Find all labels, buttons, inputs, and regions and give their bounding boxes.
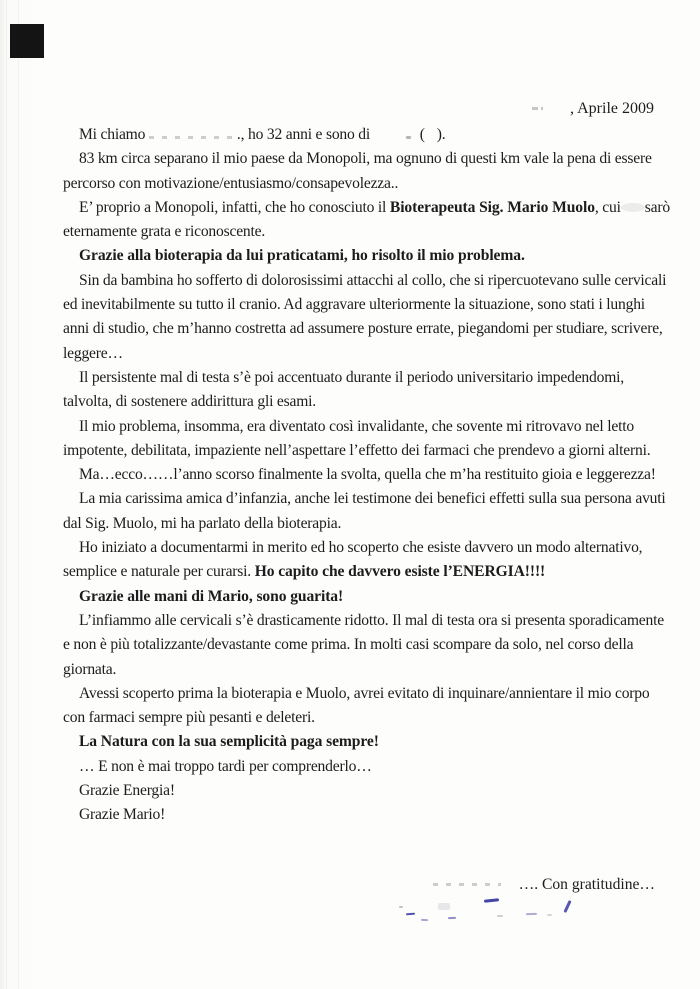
text-run: L’infiammo alle cervicali s’è drasticamente ridotto. Il mal di testa ora si presenta sporadicamente — [79, 611, 664, 629]
closing-line — [417, 858, 655, 912]
bold-text: Grazie alla bioterapia da lui praticatami, ho risolto il mio problema. — [79, 247, 525, 265]
signature-stroke — [448, 917, 456, 919]
letter-line — [0, 730, 700, 754]
text-run: semplice e naturale per curarsi. — [63, 563, 255, 581]
letter-line — [0, 658, 700, 682]
letter-line — [0, 512, 700, 536]
signature-stroke — [497, 915, 503, 917]
text-run: Mi chiamo — [79, 126, 149, 143]
date-text: , Aprile 2009 — [570, 100, 654, 117]
text-run: Ma…ecco……l’anno scorso finalmente la svolta, quella che m’ha restituito gioia e leggerezza! — [79, 466, 656, 484]
letter-line — [0, 585, 700, 609]
text-run: Il mio problema, insomma, era diventato così invalidante, che sovente mi ritrovavo nel letto — [79, 417, 634, 435]
redacted-text-gap — [374, 136, 420, 139]
letter-line — [0, 196, 700, 220]
text-run: sarò — [644, 198, 670, 216]
signature-stroke — [406, 913, 415, 916]
bold-text: Ho capito che davvero esiste l’ENERGIA!!!! — [254, 563, 546, 581]
letter-line — [0, 803, 700, 827]
text-run: ( — [419, 126, 425, 143]
letter-body — [0, 123, 700, 828]
letter-line — [0, 439, 700, 463]
letter-line — [0, 123, 700, 147]
letter-line — [0, 147, 700, 171]
redacted-text-gap — [621, 203, 645, 212]
redacted-name-mark — [433, 883, 501, 886]
letter-line — [0, 609, 700, 633]
text-run: 83 km circa separano il mio paese da Monopoli, ma ognuno di questi km vale la pena di essere — [79, 150, 652, 168]
letter-line — [0, 390, 700, 414]
letter-line — [0, 560, 700, 584]
text-run: La mia carissima amica d’infanzia, anche lei testimone dei benefici effetti sulla sua persona avuti — [79, 490, 666, 508]
text-run: ., ho 32 anni e sono di — [236, 126, 374, 143]
text-run: leggere… — [63, 344, 123, 362]
letter-line — [0, 706, 700, 730]
letter-line — [0, 415, 700, 439]
letter-line — [0, 342, 700, 366]
bold-text: La Natura con la sua semplicità paga sempre! — [79, 733, 379, 751]
letter-line — [0, 244, 700, 268]
letter-line — [0, 682, 700, 706]
letter-line — [0, 269, 700, 293]
text-run: anni di studio, che m’hanno costretta ad assumere posture errate, piegandomi per studiare, scrivere, — [63, 320, 663, 338]
letter-line — [0, 536, 700, 560]
letter-line — [0, 220, 700, 244]
text-run: Sin da bambina ho sofferto di dolorosissimi attacchi al collo, che si ripercuotevano sulle cervicali — [79, 271, 667, 289]
signature-stroke — [399, 906, 403, 908]
bold-text: Bioterapeuta Sig. Mario Muolo — [389, 198, 595, 216]
text-run: eternamente grata e riconoscente. — [63, 223, 266, 241]
letter-line — [0, 779, 700, 803]
bold-text: Grazie alle mani di Mario, sono guarita! — [79, 587, 344, 605]
letter-line — [0, 487, 700, 511]
text-run: Grazie Mario! — [79, 806, 166, 824]
text-run: e non è più totalizzante/devastante come prima. In molti casi scompare da solo, nel corso della — [63, 636, 634, 654]
text-run: ed inevitabilmente su tutto il cranio. Ad aggravare ulteriormente la situazione, sono stati i lunghi — [63, 296, 645, 314]
text-run: ). — [436, 126, 446, 143]
redaction-block — [10, 24, 44, 58]
signature-stroke — [526, 913, 537, 915]
text-run: dal Sig. Muolo, mi ha parlato della bioterapia. — [63, 514, 342, 532]
text-run: con farmaci sempre più pesanti e deleteri. — [63, 709, 315, 727]
text-run: Avessi scoperto prima la bioterapia e Muolo, avrei evitato di inquinare/annientare il mio corpo — [79, 684, 650, 702]
signature-stroke — [421, 919, 428, 921]
letter-line — [0, 293, 700, 317]
letter-line — [0, 317, 700, 341]
letter-line — [0, 172, 700, 196]
letter-line — [0, 755, 700, 779]
text-run: impotente, debilitata, impaziente nell’aspettare l’effetto dei farmaci che prendevo a giorni alterni. — [63, 441, 651, 459]
text-run: Ho iniziato a documentarmi in merito ed ho scoperto che esiste davvero un modo alternativo, — [79, 539, 643, 557]
signature-stroke — [547, 914, 552, 916]
text-run: Il persistente mal di testa s’è poi accentuato durante il periodo universitario impedendomi, — [79, 368, 624, 386]
redacted-text-gap — [149, 136, 237, 139]
letter-line — [0, 463, 700, 487]
text-run: … E non è mai troppo tardi per comprenderlo… — [79, 757, 372, 775]
letter-line — [0, 633, 700, 657]
text-run: talvolta, di sostenere addirittura gli esami. — [63, 393, 316, 411]
closing-text: …. Con gratitudine… — [518, 876, 656, 893]
letter-line — [0, 366, 700, 390]
redacted-town-mark — [532, 107, 543, 110]
text-run: Grazie Energia! — [79, 782, 175, 800]
text-run: giornata. — [63, 660, 117, 678]
text-run: , cui — [594, 198, 621, 216]
redacted-text-gap — [425, 137, 437, 139]
text-run: percorso con motivazione/entusiasmo/consapevolezza.. — [63, 174, 399, 192]
text-run: E’ proprio a Monopoli, infatti, che ho conosciuto il — [79, 198, 390, 216]
